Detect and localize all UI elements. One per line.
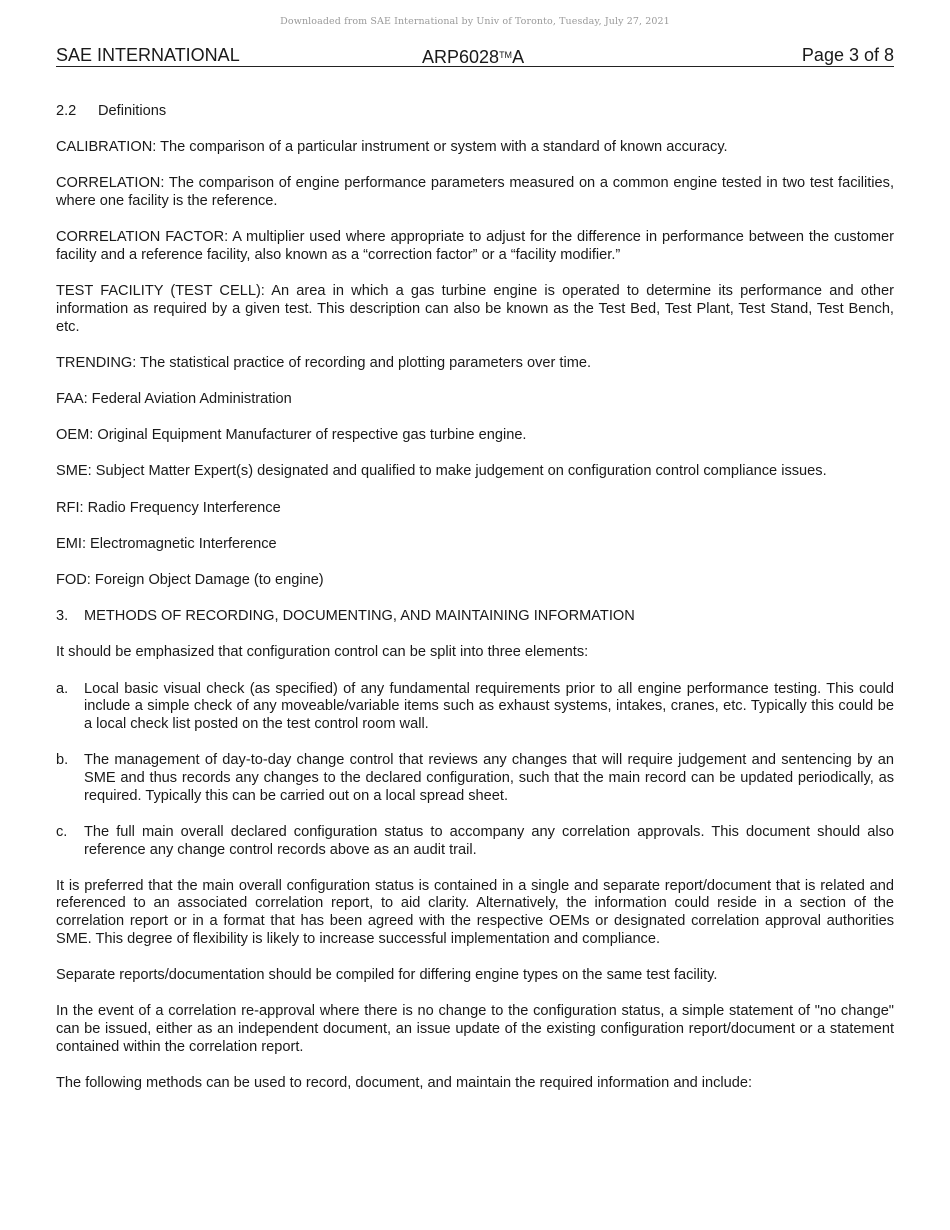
section-3-intro: It should be emphasized that configuration control can be split into three elements: [56,644,589,661]
section-title: Definitions [98,103,167,119]
list-marker: a. [56,680,69,697]
document-id-number: ARP6028 [422,47,500,67]
document-id [422,44,524,68]
paragraph-re-approval: In the event of a correlation re-approval where there is no change to the configuration status, a simple statement of "no change" can be issued, either as an independent document, an issue update of the existing configuration report/document or a statement contained within the correlation report. [56,1003,894,1055]
paragraph-separate-reports: Separate reports/documentation should be compiled for differing engine types on the same test facility. [56,967,718,984]
definition-oem: OEM: Original Equipment Manufacturer of respective gas turbine engine. [56,427,527,444]
definition-fod: FOD: Foreign Object Damage (to engine) [56,572,324,589]
list-item [56,824,894,859]
definition-correlation: CORRELATION: The comparison of engine performance parameters measured on a common engine tested in two test facilities, where one facility is the reference. [56,175,894,210]
list-item-text: Local basic visual check (as specified) of any fundamental requirements prior to all engine performance testing. This could include a simple check of any moveable/variable items such as exhaust systems, intakes, cranes, etc. Typically this could be a local check list posted on the test control room wall. [84,680,894,733]
section-number: 2.2 [56,103,77,119]
trademark-mark: TM [499,50,513,60]
list-marker: c. [56,823,68,840]
document-revision: A [512,47,525,67]
definition-rfi: RFI: Radio Frequency Interference [56,499,281,516]
paragraph-configuration-status: It is preferred that the main overall configuration status is contained in a single and separate report/document that is related and referenced to an associated correlation report, to aid clarity. Alternatively, the information could reside in a section of the correlation report or in a format that has been agreed with the respective OEMs or designated correlation approval authorities SME. This degree of flexibility is likely to increase successful implementation and compliance. [56,877,894,947]
section-2-2-heading [56,103,894,121]
page-content [56,103,894,1111]
download-watermark: Downloaded from SAE International by Univ of Toronto, Tuesday, July 27, 2021 [280,16,670,27]
paragraph-methods-intro: The following methods can be used to record, document, and maintain the required information and include: [56,1074,753,1091]
list-item [56,752,894,805]
definition-correlation-factor: CORRELATION FACTOR: A multiplier used where appropriate to adjust for the difference in performance between the customer facility and a reference facility, also known as a “correction factor” or a “facility modifier.” [56,229,894,264]
page-number: Page 3 of 8 [801,45,894,65]
section-number: 3. [56,608,69,625]
page-header [56,44,894,67]
definition-test-facility: TEST FACILITY (TEST CELL): An area in which a gas turbine engine is operated to determine its performance and other information as required by a given test. This description can also be known as the Test Bed, Test Plant, Test Stand, Test Bench, etc. [56,283,894,335]
organization-name: SAE INTERNATIONAL [56,45,240,65]
list-item-text: The management of day-to-day change control that reviews any changes that will require judgement and sentencing by an SME and thus records any changes to the declared configuration, such that the main record can be updated periodically, as required. Typically this can be carried out on a local spread sheet. [84,752,894,804]
section-3-heading [56,608,894,626]
definition-sme: SME: Subject Matter Expert(s) designated and qualified to make judgement on configuration control compliance issues. [56,463,827,480]
definition-trending: TRENDING: The statistical practice of recording and plotting parameters over time. [56,354,592,371]
list-item [56,681,894,734]
section-title: METHODS OF RECORDING, DOCUMENTING, AND MAINTAINING INFORMATION [84,608,635,625]
definition-emi: EMI: Electromagnetic Interference [56,535,277,552]
list-marker: b. [56,752,69,769]
list-item-text: The full main overall declared configuration status to accompany any correlation approvals. This document should also reference any change control records above as an audit trail. [84,823,894,858]
definition-calibration: CALIBRATION: The comparison of a particular instrument or system with a standard of known accuracy. [56,139,728,156]
definition-faa: FAA: Federal Aviation Administration [56,391,292,408]
